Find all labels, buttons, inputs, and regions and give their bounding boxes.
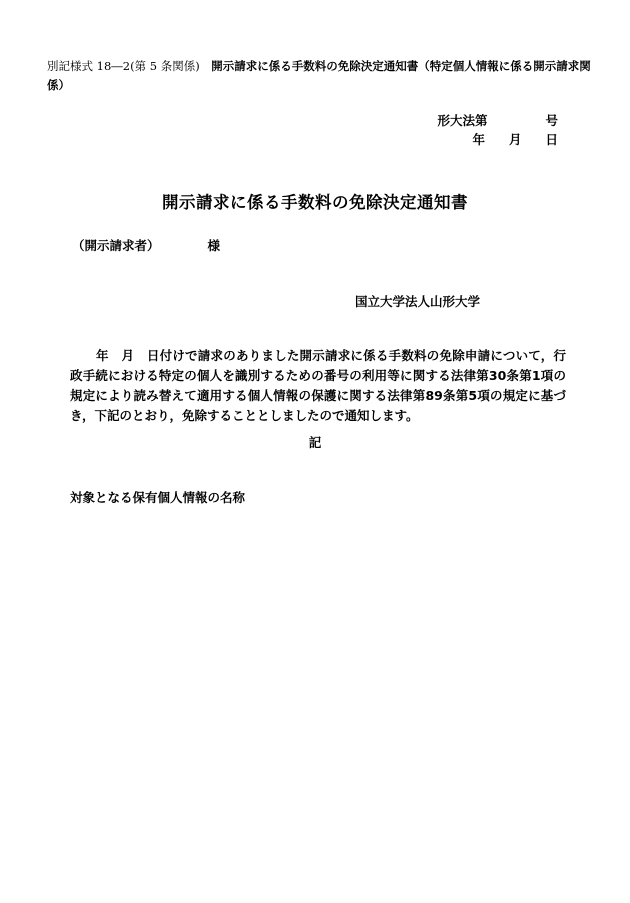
addressee-honorific: 様 (207, 238, 221, 253)
date-year: 年 (472, 132, 485, 147)
reference-number-suffix: 号 (545, 113, 558, 128)
date-day: 日 (545, 132, 558, 147)
addressee-label: （開示請求者） (72, 238, 160, 253)
notice-body: 年 月 日付けで請求のありました開示請求に係る手数料の免除申請について，行政手続における特定の個人を識別するための番号の利用等に関する法律第30条第1項の規定により読み替えて適用する個人情報の保護に関する法律第89条第5項の規定に基づき，下記のとおり，免除することとしましたので通知します。 (70, 348, 566, 423)
form-code: 別記様式 18―2(第 5 条関係) (47, 59, 200, 73)
reference-number (437, 111, 558, 129)
date-month: 月 (508, 132, 522, 147)
ki-heading: 記 (308, 435, 322, 450)
form-header-title: 開示請求に係る手数料の免除決定通知書（特定個人情報に係る開示請求関係） (47, 59, 591, 92)
issuer-name: 国立大学法人山形大学 (354, 294, 480, 309)
reference-date (472, 130, 558, 148)
addressee (72, 236, 220, 254)
reference-number-prefix: 形大法第 (437, 113, 488, 128)
form-header (47, 57, 597, 95)
item-label: 対象となる保有個人情報の名称 (70, 490, 246, 505)
document-title: 開示請求に係る手数料の免除決定通知書 (162, 193, 468, 212)
